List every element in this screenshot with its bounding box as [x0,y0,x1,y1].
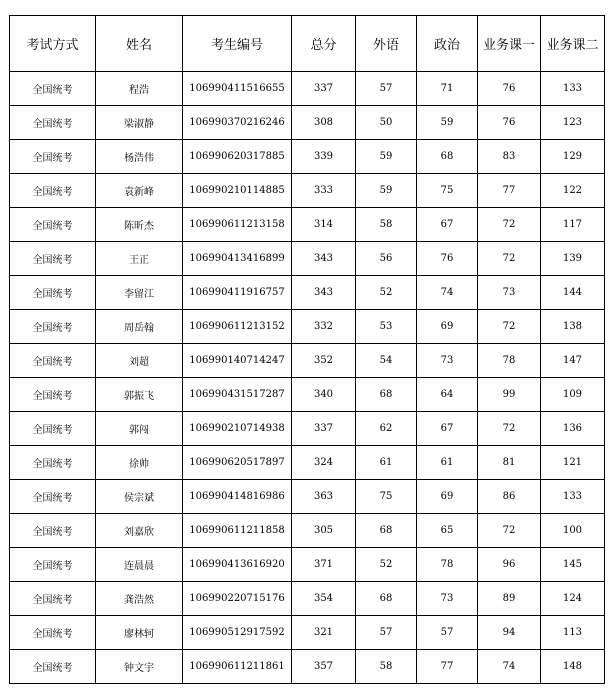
cell-subject-one: 89 [478,582,541,616]
cell-subject-two: 133 [541,480,605,514]
cell-foreign-language: 50 [356,106,417,140]
table-row [10,242,605,276]
cell-exam-method: 全国统考 [10,72,96,106]
header-exam-method: 考试方式 [10,16,96,72]
cell-exam-method: 全国统考 [10,514,96,548]
cell-candidate-id: 106990620317885 [183,140,292,174]
cell-foreign-language: 68 [356,378,417,412]
header-subject-two: 业务课二 [541,16,605,72]
cell-name: 刘嘉欣 [96,514,183,548]
cell-foreign-language: 57 [356,616,417,650]
cell-politics: 77 [417,650,478,684]
cell-foreign-language: 68 [356,514,417,548]
cell-total-score: 357 [292,650,356,684]
cell-politics: 76 [417,242,478,276]
cell-foreign-language: 75 [356,480,417,514]
cell-exam-method: 全国统考 [10,582,96,616]
cell-foreign-language: 57 [356,72,417,106]
cell-name: 郭振飞 [96,378,183,412]
cell-name: 梁淑静 [96,106,183,140]
cell-candidate-id: 106990611213152 [183,310,292,344]
cell-subject-one: 94 [478,616,541,650]
cell-candidate-id: 106990414816986 [183,480,292,514]
cell-name: 程浩 [96,72,183,106]
cell-foreign-language: 58 [356,650,417,684]
cell-foreign-language: 52 [356,548,417,582]
cell-politics: 71 [417,72,478,106]
cell-subject-one: 72 [478,242,541,276]
cell-subject-two: 129 [541,140,605,174]
cell-total-score: 343 [292,276,356,310]
cell-subject-two: 124 [541,582,605,616]
cell-candidate-id: 106990413416899 [183,242,292,276]
cell-subject-one: 73 [478,276,541,310]
cell-politics: 67 [417,412,478,446]
cell-foreign-language: 59 [356,140,417,174]
cell-foreign-language: 53 [356,310,417,344]
cell-name: 钟文宇 [96,650,183,684]
header-total-score: 总分 [292,16,356,72]
cell-candidate-id: 106990431517287 [183,378,292,412]
cell-subject-one: 83 [478,140,541,174]
cell-name: 王正 [96,242,183,276]
cell-foreign-language: 56 [356,242,417,276]
cell-subject-two: 145 [541,548,605,582]
cell-total-score: 339 [292,140,356,174]
cell-foreign-language: 54 [356,344,417,378]
cell-subject-two: 109 [541,378,605,412]
cell-politics: 64 [417,378,478,412]
cell-subject-two: 100 [541,514,605,548]
cell-candidate-id: 106990611213158 [183,208,292,242]
cell-exam-method: 全国统考 [10,310,96,344]
cell-candidate-id: 106990512917592 [183,616,292,650]
cell-total-score: 343 [292,242,356,276]
cell-subject-one: 86 [478,480,541,514]
cell-name: 李留江 [96,276,183,310]
cell-candidate-id: 106990370216246 [183,106,292,140]
header-name: 姓名 [96,16,183,72]
cell-politics: 61 [417,446,478,480]
cell-politics: 74 [417,276,478,310]
cell-foreign-language: 68 [356,582,417,616]
cell-subject-one: 76 [478,72,541,106]
table-row [10,514,605,548]
cell-foreign-language: 59 [356,174,417,208]
cell-exam-method: 全国统考 [10,548,96,582]
cell-subject-one: 74 [478,650,541,684]
cell-subject-two: 138 [541,310,605,344]
table-row [10,174,605,208]
cell-candidate-id: 106990611211861 [183,650,292,684]
cell-name: 侯宗斌 [96,480,183,514]
cell-foreign-language: 61 [356,446,417,480]
cell-subject-one: 77 [478,174,541,208]
cell-candidate-id: 106990140714247 [183,344,292,378]
header-politics: 政治 [417,16,478,72]
cell-candidate-id: 106990220715176 [183,582,292,616]
cell-subject-one: 96 [478,548,541,582]
cell-total-score: 352 [292,344,356,378]
table-row [10,650,605,684]
header-subject-one: 业务课一 [478,16,541,72]
cell-exam-method: 全国统考 [10,650,96,684]
cell-total-score: 371 [292,548,356,582]
cell-name: 廖林轲 [96,616,183,650]
cell-subject-one: 72 [478,208,541,242]
cell-foreign-language: 58 [356,208,417,242]
cell-candidate-id: 106990620517897 [183,446,292,480]
cell-exam-method: 全国统考 [10,276,96,310]
cell-exam-method: 全国统考 [10,480,96,514]
cell-exam-method: 全国统考 [10,242,96,276]
cell-subject-two: 122 [541,174,605,208]
table-row [10,548,605,582]
table-row [10,276,605,310]
cell-name: 连晨晨 [96,548,183,582]
cell-total-score: 363 [292,480,356,514]
cell-exam-method: 全国统考 [10,616,96,650]
cell-politics: 69 [417,480,478,514]
cell-subject-two: 148 [541,650,605,684]
table-row [10,208,605,242]
cell-subject-one: 81 [478,446,541,480]
table-row [10,480,605,514]
cell-politics: 57 [417,616,478,650]
cell-exam-method: 全国统考 [10,446,96,480]
cell-name: 袁新峰 [96,174,183,208]
cell-exam-method: 全国统考 [10,412,96,446]
table-body [10,72,605,684]
cell-subject-one: 72 [478,514,541,548]
table-row [10,140,605,174]
cell-name: 陈昕杰 [96,208,183,242]
header-candidate-id: 考生编号 [183,16,292,72]
table-row [10,310,605,344]
table-row [10,412,605,446]
cell-candidate-id: 106990413616920 [183,548,292,582]
header-foreign-language: 外语 [356,16,417,72]
cell-candidate-id: 106990411516655 [183,72,292,106]
cell-exam-method: 全国统考 [10,208,96,242]
cell-subject-two: 136 [541,412,605,446]
cell-total-score: 305 [292,514,356,548]
cell-subject-two: 139 [541,242,605,276]
cell-subject-two: 144 [541,276,605,310]
cell-total-score: 340 [292,378,356,412]
cell-politics: 67 [417,208,478,242]
table-row [10,106,605,140]
cell-candidate-id: 106990411916757 [183,276,292,310]
cell-name: 龚浩然 [96,582,183,616]
cell-subject-one: 78 [478,344,541,378]
cell-foreign-language: 52 [356,276,417,310]
cell-subject-two: 117 [541,208,605,242]
cell-subject-two: 113 [541,616,605,650]
cell-total-score: 354 [292,582,356,616]
cell-exam-method: 全国统考 [10,106,96,140]
cell-name: 杨浩伟 [96,140,183,174]
cell-total-score: 308 [292,106,356,140]
table-row [10,446,605,480]
cell-politics: 73 [417,344,478,378]
cell-name: 刘超 [96,344,183,378]
cell-total-score: 337 [292,72,356,106]
cell-name: 徐帅 [96,446,183,480]
cell-foreign-language: 62 [356,412,417,446]
cell-total-score: 332 [292,310,356,344]
table-row [10,616,605,650]
cell-total-score: 321 [292,616,356,650]
cell-candidate-id: 106990210114885 [183,174,292,208]
header-row [10,16,605,72]
cell-subject-one: 76 [478,106,541,140]
cell-name: 郭闯 [96,412,183,446]
table-row [10,378,605,412]
score-table [9,15,605,684]
cell-candidate-id: 106990611211858 [183,514,292,548]
cell-subject-one: 72 [478,310,541,344]
cell-exam-method: 全国统考 [10,344,96,378]
cell-exam-method: 全国统考 [10,140,96,174]
cell-politics: 68 [417,140,478,174]
cell-candidate-id: 106990210714938 [183,412,292,446]
cell-subject-two: 133 [541,72,605,106]
table-row [10,344,605,378]
cell-subject-two: 123 [541,106,605,140]
cell-subject-two: 147 [541,344,605,378]
table-row [10,72,605,106]
cell-subject-two: 121 [541,446,605,480]
cell-exam-method: 全国统考 [10,378,96,412]
cell-total-score: 324 [292,446,356,480]
cell-total-score: 337 [292,412,356,446]
cell-politics: 78 [417,548,478,582]
cell-politics: 59 [417,106,478,140]
cell-subject-one: 99 [478,378,541,412]
cell-name: 周岳翰 [96,310,183,344]
cell-politics: 65 [417,514,478,548]
cell-politics: 69 [417,310,478,344]
cell-subject-one: 72 [478,412,541,446]
cell-politics: 75 [417,174,478,208]
table-row [10,582,605,616]
cell-politics: 73 [417,582,478,616]
cell-total-score: 314 [292,208,356,242]
cell-exam-method: 全国统考 [10,174,96,208]
cell-total-score: 333 [292,174,356,208]
